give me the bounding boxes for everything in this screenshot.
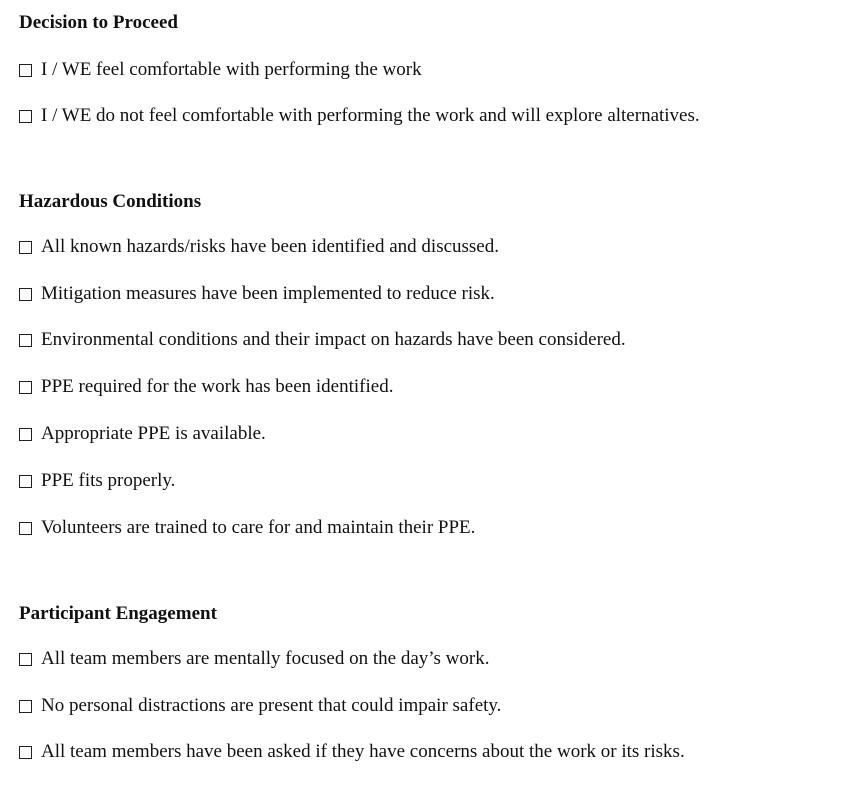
checkbox[interactable] <box>19 428 32 441</box>
checklist-item-label: All team members have been asked if they have concerns about the work or its risks. <box>41 741 685 762</box>
section-title-participant: Participant Engagement <box>19 603 217 624</box>
checkbox[interactable] <box>19 653 32 666</box>
checklist-item-label: Appropriate PPE is available. <box>41 423 266 444</box>
checklist-item[interactable] <box>19 104 700 127</box>
checklist-item[interactable] <box>19 375 393 398</box>
checklist-item-label: All team members are mentally focused on the day’s work. <box>41 648 490 669</box>
checkbox[interactable] <box>19 334 32 347</box>
section-title-hazardous: Hazardous Conditions <box>19 191 202 212</box>
checkbox[interactable] <box>19 522 32 535</box>
checklist-item[interactable] <box>19 422 266 445</box>
checklist-item-label: No personal distractions are present that could impair safety. <box>41 695 502 716</box>
section-title-decision: Decision to Proceed <box>19 12 178 33</box>
checklist-item-label: I / WE do not feel comfortable with performing the work and will explore alternatives. <box>41 105 700 126</box>
checklist-item-label: PPE required for the work has been identified. <box>41 376 394 397</box>
checklist-item[interactable] <box>19 694 501 717</box>
checkbox[interactable] <box>19 746 32 759</box>
checklist-item-label: All known hazards/risks have been identified and discussed. <box>41 236 499 257</box>
checklist-item[interactable] <box>19 516 475 539</box>
checklist-item[interactable] <box>19 740 685 763</box>
checklist-item[interactable] <box>19 235 499 258</box>
checklist-item[interactable] <box>19 469 175 492</box>
checkbox[interactable] <box>19 700 32 713</box>
checklist-item-label: PPE fits properly. <box>41 470 176 491</box>
checkbox[interactable] <box>19 64 32 77</box>
checklist-item-label: Mitigation measures have been implemented to reduce risk. <box>41 283 495 304</box>
checklist-item-label: Environmental conditions and their impact on hazards have been considered. <box>41 329 626 350</box>
checkbox[interactable] <box>19 381 32 394</box>
checkbox[interactable] <box>19 288 32 301</box>
checkbox[interactable] <box>19 110 32 123</box>
checklist-item[interactable] <box>19 58 422 81</box>
checklist-item[interactable] <box>19 328 626 351</box>
checklist-item[interactable] <box>19 647 489 670</box>
checklist-item-label: Volunteers are trained to care for and maintain their PPE. <box>41 517 476 538</box>
checklist-item[interactable] <box>19 282 495 305</box>
checkbox[interactable] <box>19 475 32 488</box>
checkbox[interactable] <box>19 241 32 254</box>
checklist-item-label: I / WE feel comfortable with performing the work <box>41 59 422 80</box>
